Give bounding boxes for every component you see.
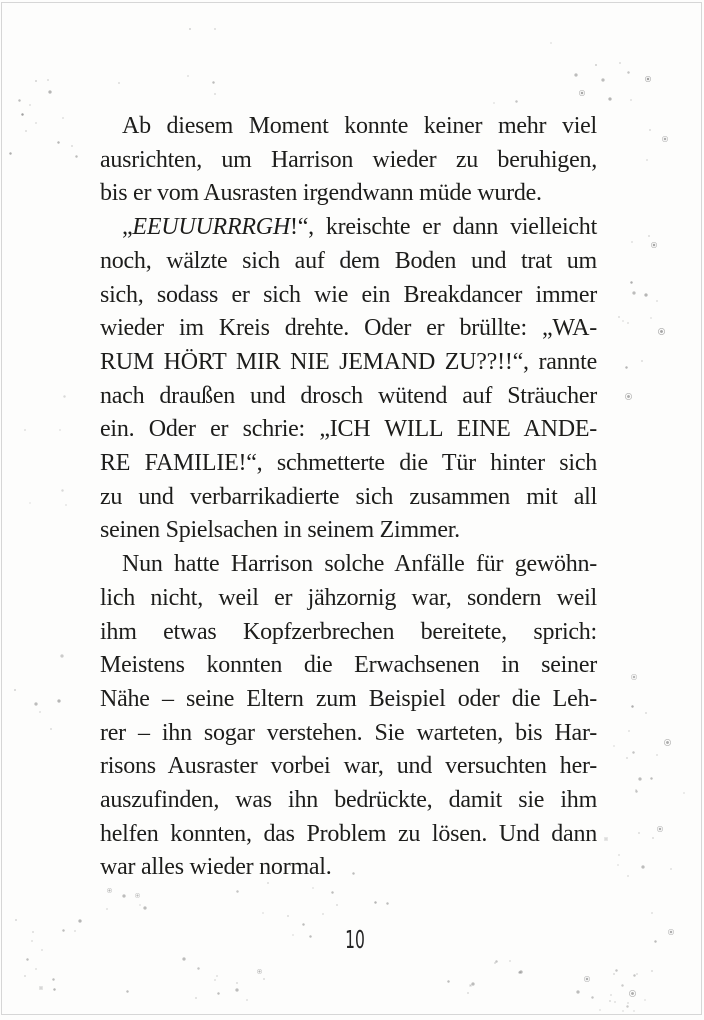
text-line: „EEUUURRRGH!“, kreischte er dann vielleicht: [122, 214, 597, 241]
speckle-dot: [625, 366, 628, 369]
speckle-dot: [48, 90, 52, 94]
speckle-dot: [638, 832, 640, 834]
speckle-dot: [519, 970, 523, 974]
speckle-dot: [386, 902, 389, 905]
text-line: RE FAMILIE!“, schmetterte die Tür hinter sich: [100, 450, 597, 477]
speckle-dot: [75, 155, 78, 158]
speckle-dot: [631, 674, 637, 680]
speckle-dot: [214, 979, 216, 981]
speckle-dot: [336, 904, 338, 906]
speckle-dot: [471, 982, 475, 986]
speckle-dot: [574, 73, 578, 77]
speckle-dot: [246, 999, 248, 1001]
speckle-dot: [618, 854, 620, 856]
speckle-dot: [469, 984, 472, 987]
speckle-dot: [62, 929, 65, 932]
speckle-dot: [447, 980, 450, 983]
speckle-dot: [670, 868, 672, 870]
speckle-dot: [651, 912, 653, 914]
speckle-dot: [189, 28, 191, 30]
speckle-dot: [25, 130, 27, 132]
speckle-dot: [235, 988, 239, 992]
speckle-dot: [584, 976, 590, 982]
speckle-dot: [608, 97, 612, 101]
speckle-dot: [683, 792, 685, 794]
text-line: rer – ihn sogar verstehen. Sie warteten, bis Har-: [100, 719, 597, 746]
speckle-dot: [645, 712, 647, 714]
speckle-dot: [650, 777, 653, 780]
speckle-dot: [495, 960, 498, 963]
speckle-dot: [622, 320, 624, 322]
speckle-dot: [635, 790, 638, 793]
speckle-dot: [18, 99, 21, 102]
text-line: ausrichten, um Harrison wieder zu beruhigen,: [100, 146, 597, 173]
speckle-dot: [614, 1001, 616, 1003]
speckle-dot: [652, 837, 654, 839]
speckle-dot: [61, 489, 64, 492]
speckle-dot: [622, 1010, 624, 1012]
speckle-dot: [135, 893, 140, 898]
speckle-dot: [651, 970, 653, 972]
text-line: RUM HÖRT MIR NIE JEMAND ZU??!!“, rannte: [100, 348, 597, 375]
speckle-dot: [627, 322, 629, 324]
speckle-dot: [57, 141, 60, 144]
speckle-dot: [626, 1005, 629, 1008]
speckle-dot: [374, 901, 377, 904]
speckle-dot: [601, 78, 605, 82]
speckle-dot: [509, 960, 511, 962]
speckle-dot: [626, 757, 628, 759]
speckle-dot: [610, 994, 612, 996]
speckle-dot: [635, 789, 637, 791]
speckle-dot: [595, 64, 597, 66]
text-line: auszufinden, was ihn bedrückte, damit sie ihm: [100, 787, 597, 814]
speckle-dot: [21, 113, 24, 116]
speckle-dot: [599, 1009, 601, 1011]
text-line: wieder im Kreis drehte. Oder er brüllte: „WA-: [100, 315, 597, 342]
speckle-dot: [292, 934, 294, 936]
text-line: Nun hatte Harrison solche Anfälle für gewöhn-: [122, 551, 597, 578]
speckle-dot: [262, 912, 264, 914]
speckle-dot: [217, 992, 220, 995]
speckle-dot: [9, 152, 12, 155]
speckle-dot: [32, 931, 34, 933]
speckle-dot: [263, 978, 265, 980]
speckle-dot: [107, 888, 112, 893]
speckle-dot: [664, 739, 671, 746]
speckle-dot: [106, 908, 108, 910]
speckle-dot: [24, 429, 26, 431]
speckle-dot: [331, 891, 334, 894]
speckle-dot: [591, 996, 594, 999]
speckle-dot: [493, 102, 495, 104]
text-block: [100, 110, 597, 885]
speckle-dot: [651, 242, 657, 248]
speckle-dot: [143, 906, 147, 910]
speckle-dot: [62, 117, 64, 119]
speckle-dot: [65, 504, 67, 506]
speckle-dot: [24, 975, 26, 977]
speckle-dot: [287, 915, 289, 917]
speckle-dot: [656, 300, 658, 302]
speckle-dot: [631, 241, 633, 243]
speckle-dot: [579, 90, 585, 96]
speckle-dot: [654, 940, 657, 943]
speckle-dot: [52, 978, 55, 981]
speckle-dot: [644, 999, 646, 1001]
speckle-dot: [31, 940, 33, 942]
speckle-dot: [35, 122, 37, 124]
speckle-dot: [53, 988, 56, 991]
speckle-dot: [515, 100, 518, 103]
speckle-dot: [118, 82, 120, 84]
speckle-dot: [641, 360, 643, 362]
speckle-dot: [641, 865, 645, 869]
speckle-dot: [518, 971, 521, 974]
speckle-dot: [631, 705, 634, 708]
speckle-dot: [139, 904, 141, 906]
speckle-dot: [29, 502, 31, 504]
speckle-dot: [78, 919, 82, 923]
speckle-dot: [633, 1010, 635, 1012]
speckle-dot: [467, 992, 469, 994]
speckle-dot: [630, 99, 632, 101]
speckle-dot: [617, 864, 619, 866]
speckle-dot: [645, 76, 651, 82]
speckle-dot: [604, 837, 608, 841]
speckle-dot: [494, 962, 496, 964]
speckle-dot: [625, 393, 632, 400]
text-line: Meistens konnten die Erwachsenen in seiner: [100, 652, 597, 679]
speckle-dot: [550, 42, 552, 44]
speckle-dot: [26, 958, 29, 961]
speckle-dot: [126, 990, 129, 993]
speckle-dot: [50, 728, 52, 730]
text-line: ihm etwas Kopfzerbrechen bereitete, sprich:: [100, 618, 597, 645]
speckle-dot: [628, 730, 630, 732]
speckle-dot: [627, 875, 629, 877]
text-line: zu und verbarrikadierte sich zusammen mit all: [100, 483, 597, 510]
text-line: ein. Oder er schrie: „ICH WILL EINE ANDE-: [100, 416, 597, 443]
speckle-dot: [15, 919, 17, 921]
speckle-dot: [662, 136, 668, 142]
speckle-dot: [14, 689, 16, 691]
speckle-dot: [182, 957, 186, 961]
text-line: risons Ausraster vorbei war, und versuchten her-: [100, 753, 597, 780]
page-number: 10: [345, 925, 365, 954]
speckle-dot: [214, 28, 216, 30]
speckle-dot: [630, 281, 633, 284]
speckle-dot: [638, 777, 642, 781]
speckle-dot: [627, 71, 630, 74]
speckle-dot: [309, 935, 312, 938]
text-line: lich nicht, weil er jähzornig war, sondern weil: [100, 584, 597, 611]
speckle-dot: [63, 395, 66, 398]
speckle-dot: [47, 79, 49, 81]
speckle-dot: [658, 328, 665, 335]
speckle-dot: [322, 913, 324, 915]
speckle-dot: [59, 429, 61, 431]
speckle-dot: [648, 235, 650, 237]
text-line: Nähe – seine Eltern zum Beispiel oder die Leh-: [100, 685, 597, 712]
speckle-dot: [633, 974, 636, 977]
text-line: noch, wälzte sich auf dem Boden und trat um: [100, 247, 597, 274]
speckle-dot: [649, 129, 651, 131]
speckle-dot: [619, 62, 621, 64]
speckle-dot: [632, 751, 635, 754]
speckle-dot: [34, 702, 38, 706]
text-line: sich, sodass er sich wie ein Breakdancer immer: [100, 281, 597, 308]
text-line: seinen Spielsachen in seinem Zimmer.: [100, 517, 460, 544]
speckle-dot: [122, 894, 126, 898]
speckle-dot: [627, 1002, 629, 1004]
speckle-dot: [618, 316, 620, 318]
speckle-dot: [646, 159, 648, 161]
speckle-dot: [576, 990, 580, 994]
speckle-dot: [632, 291, 636, 295]
speckle-dot: [39, 986, 43, 990]
speckle-dot: [613, 973, 615, 975]
speckle-dot: [187, 75, 189, 77]
text-line: helfen konnten, das Problem zu lösen. Und dann: [100, 820, 597, 847]
text-line: war alles wieder normal.: [100, 854, 332, 881]
speckle-dot: [613, 745, 615, 747]
speckle-dot: [257, 969, 262, 974]
speckle-dot: [236, 982, 238, 984]
speckle-dot: [39, 711, 41, 713]
speckle-dot: [302, 923, 305, 926]
speckle-dot: [629, 990, 636, 997]
speckle-dot: [57, 699, 61, 703]
text-line: Ab diesem Moment konnte keiner mehr viel: [122, 113, 597, 139]
speckle-dot: [657, 826, 663, 832]
speckle-dot: [656, 754, 658, 756]
speckle-dot: [195, 997, 197, 999]
speckle-dot: [35, 968, 37, 970]
text-line: bis er vom Ausrasten irgendwann müde wurde.: [100, 180, 542, 207]
speckle-dot: [212, 81, 215, 84]
speckle-dot: [60, 654, 64, 658]
speckle-dot: [650, 317, 652, 319]
speckle-dot: [74, 930, 76, 932]
speckle-dot: [621, 984, 624, 987]
speckle-dot: [668, 929, 674, 935]
speckle-dot: [41, 949, 43, 951]
speckle-dot: [312, 887, 314, 889]
speckle-dot: [236, 890, 239, 893]
speckle-dot: [636, 973, 638, 975]
speckle-dot: [644, 293, 648, 297]
speckle-dot: [29, 104, 31, 106]
speckle-dot: [214, 93, 216, 95]
speckle-dot: [35, 80, 37, 82]
speckle-dot: [197, 967, 200, 970]
speckle-dot: [71, 145, 73, 147]
text-line: nach draußen und drosch wütend auf Sträucher: [100, 382, 597, 409]
speckle-dot: [609, 1000, 611, 1002]
speckle-dot: [615, 969, 618, 972]
speckle-dot: [216, 975, 218, 977]
